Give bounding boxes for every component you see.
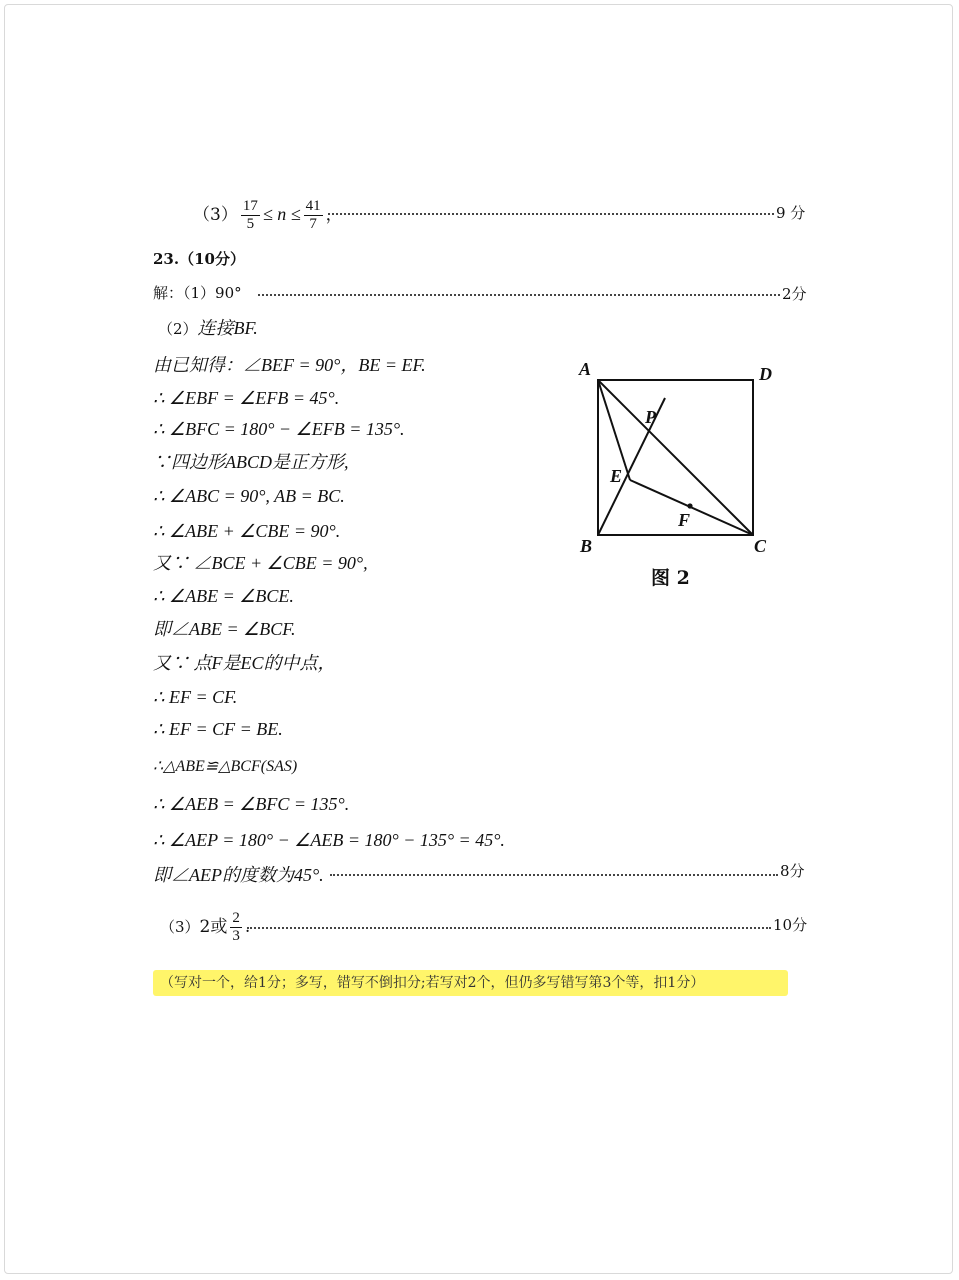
fraction-41-7 xyxy=(304,198,323,233)
label-p: P xyxy=(645,407,656,427)
part3-label: （3） xyxy=(160,918,200,936)
score-10: 10分 xyxy=(773,916,808,934)
step-14: ∴ ∠AEB = ∠BFC = 135°. xyxy=(153,794,350,814)
question-title: 23.（10分） xyxy=(153,250,245,268)
step-8: ∴ ∠ABE = ∠BCE. xyxy=(153,586,294,606)
solution-part1: 解：（1）90° xyxy=(153,284,242,302)
dot-leader xyxy=(258,294,780,296)
step-3: ∴ ∠BFC = 180° − ∠EFB = 135°. xyxy=(153,419,405,439)
step-7: 又∵ ∠BCE + ∠CBE = 90°, xyxy=(153,553,368,573)
page-border xyxy=(4,4,953,1274)
part2-label: （2） xyxy=(158,320,198,338)
label-a: A xyxy=(579,359,592,379)
step-12: ∴ EF = CF = BE. xyxy=(153,719,283,739)
fraction-numerator: 17 xyxy=(242,198,258,214)
label-d: D xyxy=(759,364,772,384)
step-2: ∴ ∠EBF = ∠EFB = 45°. xyxy=(153,388,340,408)
part3-top-label: （3） xyxy=(193,205,238,225)
fraction-denominator: 7 xyxy=(309,216,317,232)
score-9: 9 分 xyxy=(776,204,806,222)
part3-line xyxy=(160,910,250,945)
part3-answer: 2或 xyxy=(199,917,228,937)
part3-top-line xyxy=(193,198,343,233)
label-b: B xyxy=(580,536,593,555)
fraction-17-5 xyxy=(241,198,260,233)
score-8: 8分 xyxy=(780,862,805,880)
score-2: 2分 xyxy=(782,285,807,303)
point-f xyxy=(687,503,692,508)
part2-text: 连接BF. xyxy=(197,318,258,338)
geometry-figure xyxy=(570,355,790,555)
step-9: 即∠ABE = ∠BCF. xyxy=(153,619,296,639)
dot-leader xyxy=(330,874,778,876)
period: . xyxy=(244,917,251,937)
step-4: ∵四边形ABCD是正方形, xyxy=(153,452,349,472)
label-f: F xyxy=(678,510,691,530)
comma: ， xyxy=(325,205,343,225)
fraction-numerator: 41 xyxy=(305,198,321,214)
fraction-denominator: 5 xyxy=(246,216,255,232)
label-e: E xyxy=(610,466,623,486)
dot-leader xyxy=(328,213,774,215)
label-c: C xyxy=(754,536,767,555)
step-15: ∴ ∠AEP = 180° − ∠AEB = 180° − 135° = 45°. xyxy=(153,830,505,850)
fraction-denominator: 3 xyxy=(232,928,240,944)
conclusion: 即∠AEP的度数为45°. xyxy=(153,865,324,885)
fraction-numerator: 2 xyxy=(232,910,240,926)
step-13: ∴△ABE≌△BCF(SAS) xyxy=(153,758,298,775)
step-1: 由已知得：∠BEF = 90°，BE = EF. xyxy=(153,355,426,375)
diagonal-ac xyxy=(598,380,753,535)
fraction-2-3 xyxy=(230,910,242,945)
dot-leader xyxy=(247,927,771,929)
inequality: ≤ n ≤ xyxy=(262,204,301,224)
step-5: ∴ ∠ABC = 90°, AB = BC. xyxy=(153,486,345,506)
figure-caption: 图 2 xyxy=(651,567,690,589)
scoring-note: （写对一个，给1分；多写，错写不倒扣分;若写对2个，但仍多写错写第3个等，扣1分） xyxy=(160,975,705,991)
step-6: ∴ ∠ABE + ∠CBE = 90°. xyxy=(153,521,341,541)
solution-part2-head xyxy=(158,317,258,340)
step-11: ∴ EF = CF. xyxy=(153,687,238,707)
step-10: 又∵ 点F是EC的中点， xyxy=(153,653,336,673)
